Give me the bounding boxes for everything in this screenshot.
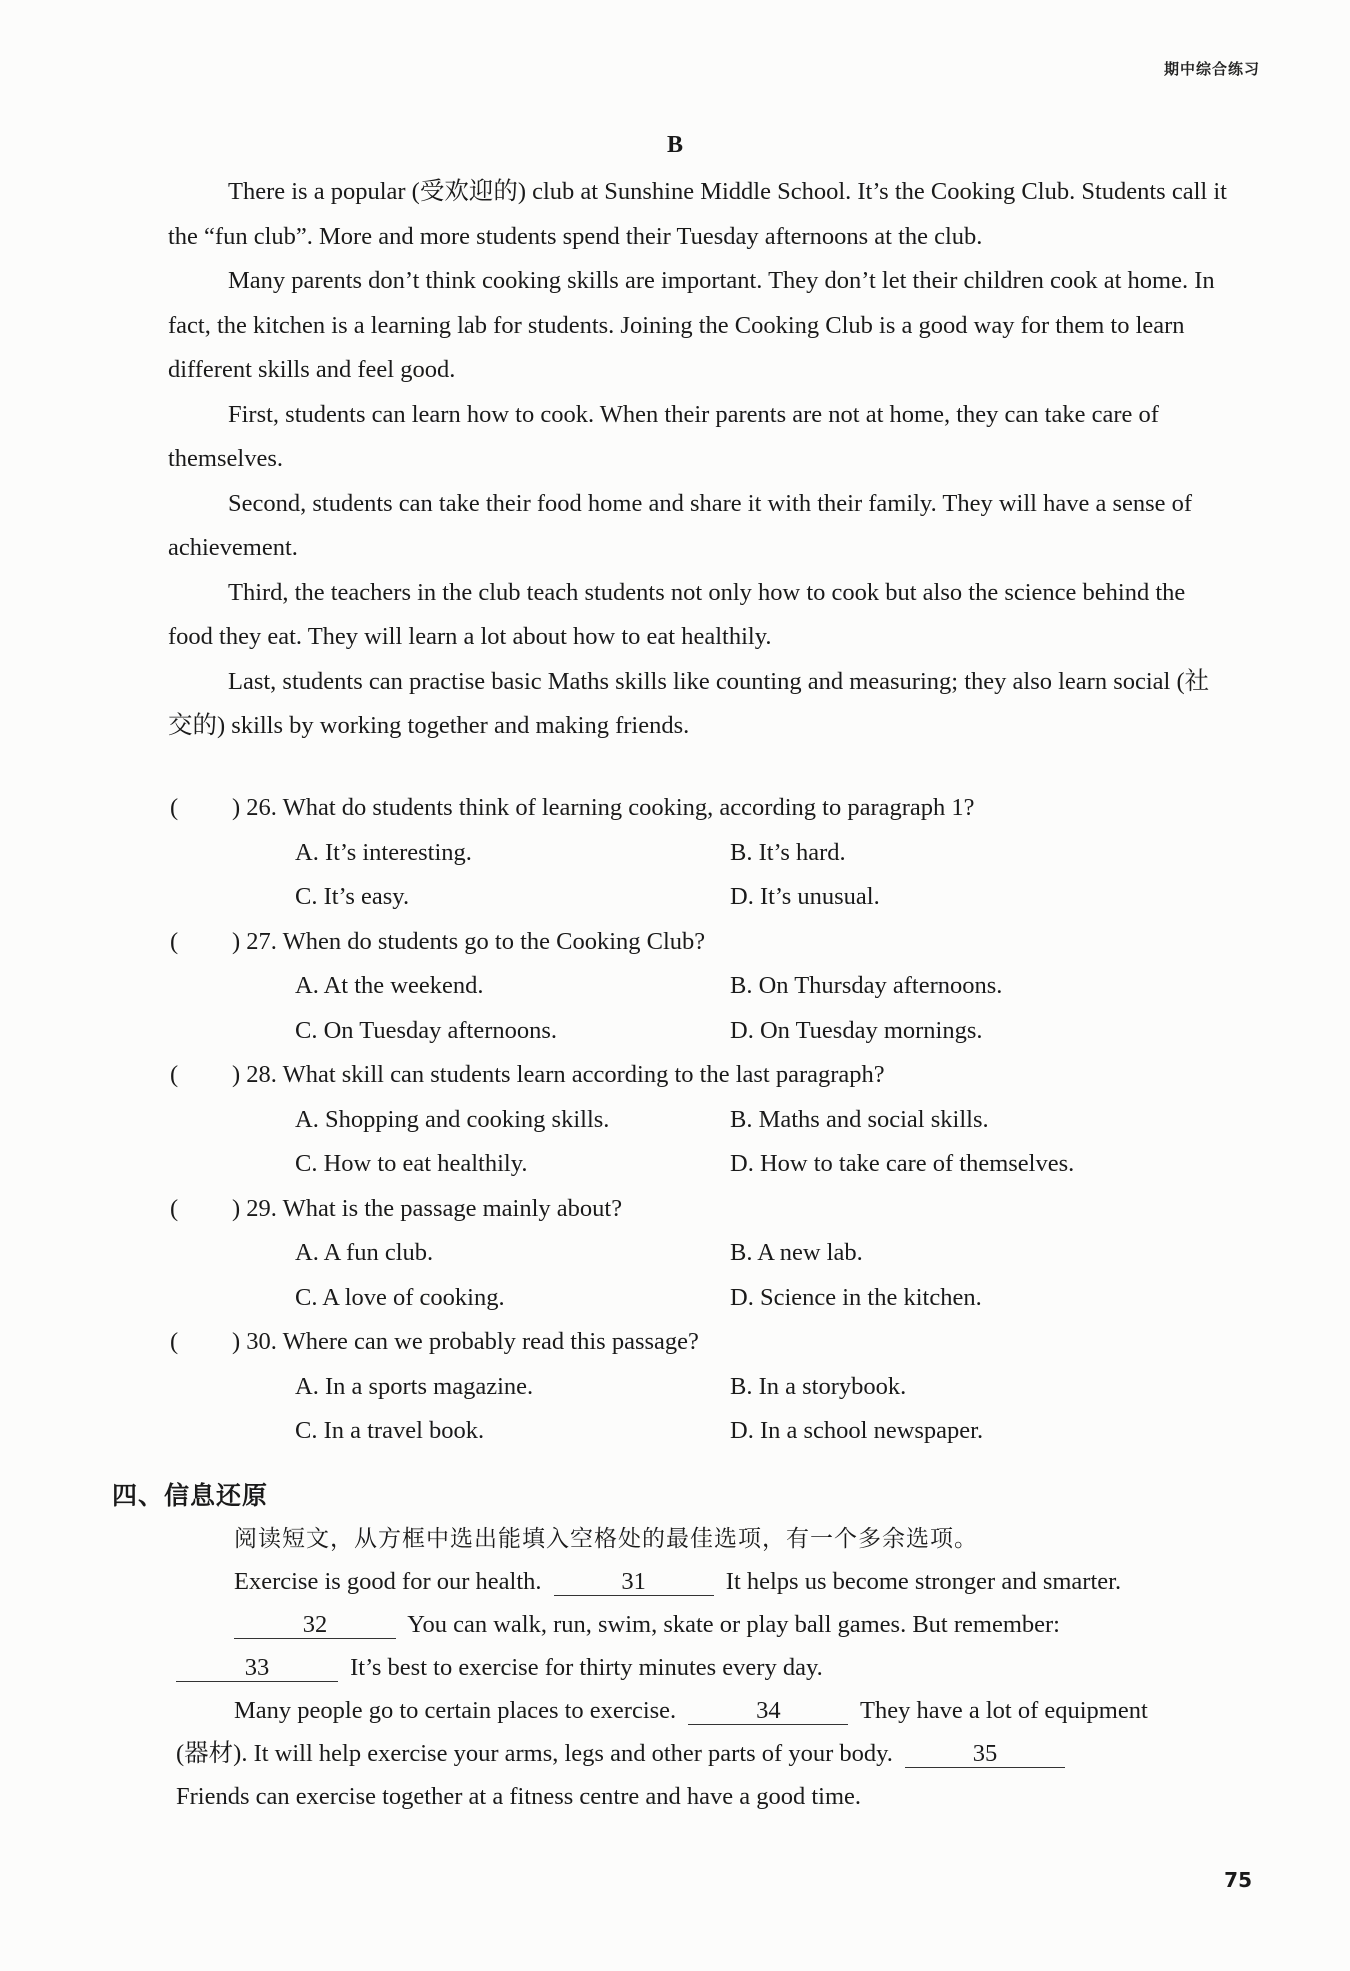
cloze-line xyxy=(176,1603,1256,1646)
cloze-passage xyxy=(176,1560,1256,1818)
option-row xyxy=(170,1009,1230,1054)
option-row xyxy=(170,964,1230,1009)
option-b[interactable]: B. In a storybook. xyxy=(730,1372,907,1400)
option-row xyxy=(170,1409,1230,1454)
question-29 xyxy=(170,1187,1230,1232)
cloze-text: It’s best to exercise for thirty minutes every day. xyxy=(350,1654,823,1681)
page-number: 75 xyxy=(1224,1868,1252,1892)
section-instruction: 阅读短文，从方框中选出能填入空格处的最佳选项，有一个多余选项。 xyxy=(234,1526,978,1552)
section-letter: B xyxy=(666,132,683,158)
option-b[interactable]: B. A new lab. xyxy=(730,1239,863,1266)
option-a[interactable]: A. Shopping and cooking skills. xyxy=(295,1105,610,1133)
option-b[interactable]: B. Maths and social skills. xyxy=(730,1105,989,1133)
cloze-text: They have a lot of equipment xyxy=(860,1697,1148,1724)
option-b[interactable]: B. On Thursday afternoons. xyxy=(730,972,1003,999)
running-header: 期中综合练习 xyxy=(1163,60,1260,78)
blank-33[interactable]: 33 xyxy=(176,1655,338,1682)
answer-paren[interactable]: ( xyxy=(170,1061,179,1088)
passage-paragraph: Last, students can practise basic Maths skills like counting and measuring; they also learn social (社交的) skills by working together and making friends. xyxy=(168,667,1210,739)
option-c[interactable]: C. How to eat healthily. xyxy=(295,1150,528,1177)
cloze-text: Exercise is good for our health. xyxy=(234,1568,542,1595)
cloze-line xyxy=(176,1560,1256,1603)
question-stem: ) 30. Where can we probably read this passage? xyxy=(232,1328,699,1355)
cloze-text: Many people go to certain places to exercise. xyxy=(234,1697,677,1724)
question-27 xyxy=(170,920,1230,965)
question-stem: ) 29. What is the passage mainly about? xyxy=(232,1194,623,1222)
option-c[interactable]: C. In a travel book. xyxy=(295,1417,485,1444)
cloze-line xyxy=(176,1689,1256,1732)
question-stem: ) 27. When do students go to the Cooking Club? xyxy=(232,927,706,955)
option-d[interactable]: D. In a school newspaper. xyxy=(730,1417,984,1444)
cloze-line xyxy=(176,1646,1256,1689)
option-c[interactable]: C. A love of cooking. xyxy=(295,1283,505,1311)
option-a[interactable]: A. It’s interesting. xyxy=(295,838,472,866)
cloze-line xyxy=(176,1732,1256,1775)
question-28 xyxy=(170,1053,1230,1098)
option-row xyxy=(170,1098,1230,1143)
option-c[interactable]: C. It’s easy. xyxy=(295,883,410,910)
passage-paragraph: Many parents don’t think cooking skills are important. They don’t let their children cook at home. In fact, the kitchen is a learning lab for students. Joining the Cooking Club is a good way for them to learn different skills and feel good. xyxy=(168,267,1215,383)
option-row xyxy=(170,875,1230,920)
option-row xyxy=(170,1365,1230,1410)
question-list xyxy=(170,786,1230,1454)
question-stem: ) 28. What skill can students learn according to the last paragraph? xyxy=(232,1061,885,1088)
option-b[interactable]: B. It’s hard. xyxy=(730,838,846,866)
passage-paragraph: First, students can learn how to cook. When their parents are not at home, they can take care of themselves. xyxy=(168,400,1159,472)
option-d[interactable]: D. On Tuesday mornings. xyxy=(730,1016,983,1044)
cloze-text: Friends can exercise together at a fitness centre and have a good time. xyxy=(176,1783,862,1810)
option-d[interactable]: D. How to take care of themselves. xyxy=(730,1150,1075,1177)
option-c[interactable]: C. On Tuesday afternoons. xyxy=(295,1016,558,1044)
answer-paren[interactable]: ( xyxy=(170,1328,179,1355)
passage-paragraph: Second, students can take their food home and share it with their family. They will have a sense of achievement. xyxy=(168,489,1193,561)
option-row xyxy=(170,831,1230,876)
cloze-text: You can walk, run, swim, skate or play ball games. But remember: xyxy=(407,1611,1060,1638)
answer-paren[interactable]: ( xyxy=(170,927,179,955)
blank-35[interactable]: 35 xyxy=(905,1741,1065,1768)
cloze-text: (器材). It will help exercise your arms, legs and other parts of your body. xyxy=(176,1740,893,1767)
question-stem: ) 26. What do students think of learning cooking, according to paragraph 1? xyxy=(232,794,975,821)
option-d[interactable]: D. Science in the kitchen. xyxy=(730,1283,982,1311)
option-a[interactable]: A. At the weekend. xyxy=(295,972,484,999)
option-a[interactable]: A. In a sports magazine. xyxy=(295,1372,534,1400)
passage-paragraph: There is a popular (受欢迎的) club at Sunshine Middle School. It’s the Cooking Club. Students call it the “fun club”. More and more students spend their Tuesday afternoons at the club. xyxy=(168,178,1227,250)
answer-paren[interactable]: ( xyxy=(170,794,179,821)
option-d[interactable]: D. It’s unusual. xyxy=(730,883,880,910)
answer-paren[interactable]: ( xyxy=(170,1194,179,1222)
cloze-line xyxy=(176,1775,1256,1818)
option-row xyxy=(170,1276,1230,1321)
option-a[interactable]: A. A fun club. xyxy=(295,1239,434,1266)
question-26 xyxy=(170,786,1230,831)
cloze-text: It helps us become stronger and smarter. xyxy=(725,1568,1122,1595)
blank-34[interactable]: 34 xyxy=(688,1698,848,1725)
question-30 xyxy=(170,1320,1230,1365)
passage-paragraph: Third, the teachers in the club teach students not only how to cook but also the science behind the food they eat. They will learn a lot about how to eat healthily. xyxy=(168,578,1186,650)
blank-31[interactable]: 31 xyxy=(554,1569,714,1596)
reading-passage xyxy=(168,170,1228,749)
option-row xyxy=(170,1231,1230,1276)
option-row xyxy=(170,1142,1230,1187)
blank-32[interactable]: 32 xyxy=(234,1612,396,1639)
section-title: 四、信息还原 xyxy=(112,1481,269,1510)
